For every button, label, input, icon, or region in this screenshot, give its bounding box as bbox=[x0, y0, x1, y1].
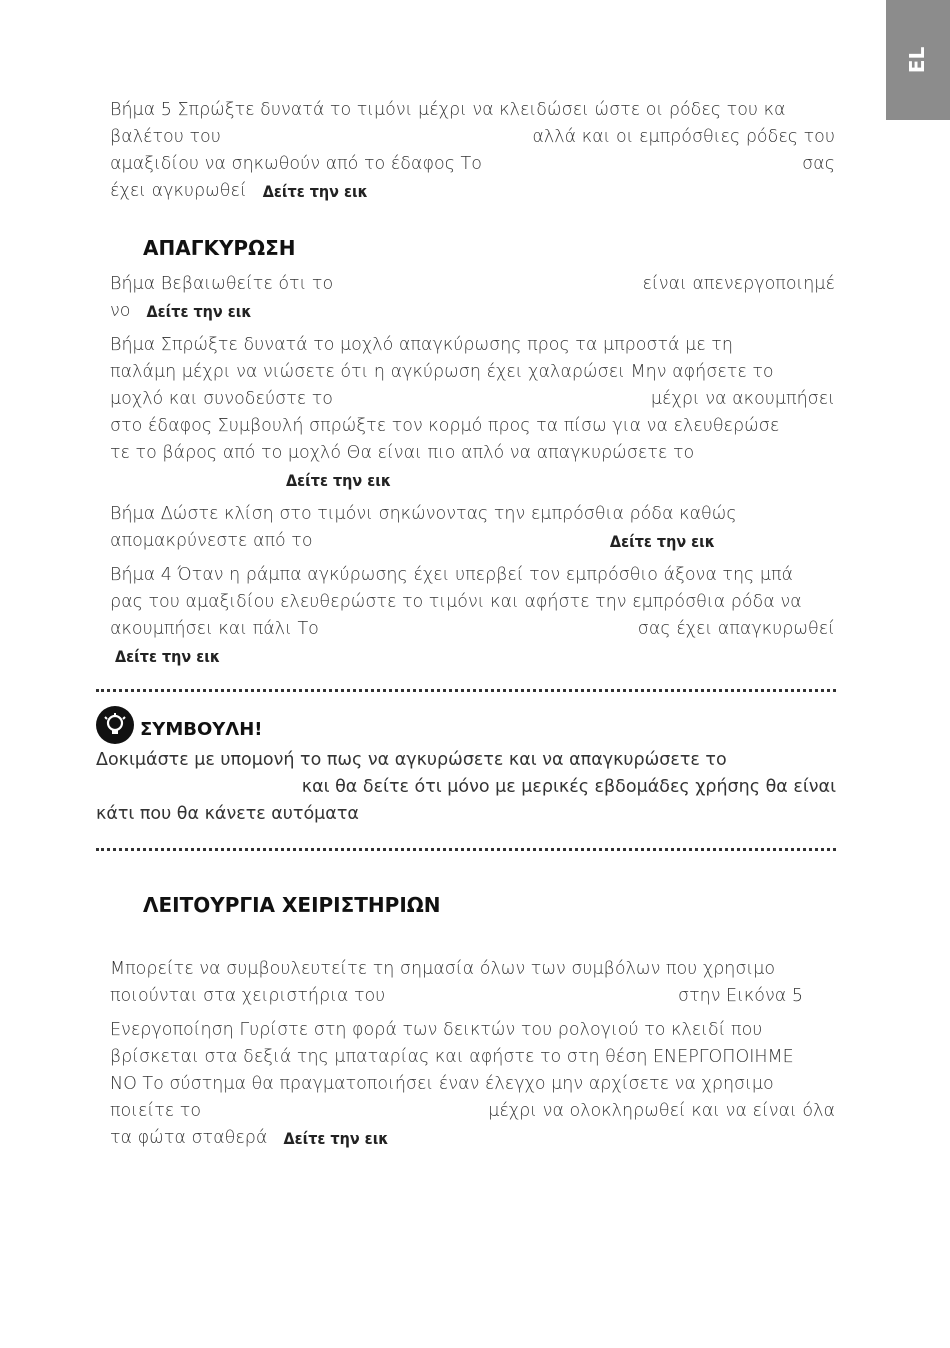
unlock-step2 bbox=[110, 332, 835, 494]
figure-reference: Δείτε την εικ bbox=[286, 471, 392, 490]
text-line: τε το βάρος από το μοχλό Θα είναι πιο απλό να απαγκυρώσετε το bbox=[110, 443, 695, 463]
controls-paragraph2 bbox=[110, 1017, 835, 1152]
text-line: Βήμα 5 Σπρώξτε δυνατά το τιμόνι μέχρι να κλειδώσει ώστε οι ρόδες του κα bbox=[110, 100, 786, 120]
text-line: στο έδαφος Συμβουλή σπρώξτε τον κορμό προς τα πίσω για να ελευθερώσε bbox=[110, 416, 780, 436]
text-line bbox=[110, 643, 835, 670]
controls-heading: ΛΕΙΤΟΥΡΓΙΑ ΧΕΙΡΙΣΤΗΡΙΩΝ bbox=[143, 893, 441, 917]
text-line: έχει αγκυρωθεί Δείτε την εικ bbox=[110, 178, 835, 205]
text-line: Βήμα Σπρώξτε δυνατά το μοχλό απαγκύρωσης προς τα μπροστά με τη bbox=[110, 335, 733, 355]
text-line: Ενεργοποίηση Γυρίστε στη φορά των δεικτών του ρολογιού το κλειδί που bbox=[110, 1020, 763, 1040]
text-line: ακουμπήσει και πάλι Το σας έχει απαγκυρωθεί bbox=[110, 619, 835, 639]
text-line: αμαξιδίου να σηκωθούν από το έδαφος Το σας bbox=[110, 154, 835, 174]
text-line: τα φώτα σταθερά Δείτε την εικ bbox=[110, 1125, 835, 1152]
unlock-step1 bbox=[110, 271, 835, 325]
unlock-step4 bbox=[110, 562, 835, 670]
text-line: κάτι που θα κάνετε αυτόματα bbox=[96, 804, 359, 824]
text-line: Βήμα Βεβαιωθείτε ότι το είναι απενεργοποιημέ bbox=[110, 274, 835, 294]
language-tab[interactable] bbox=[886, 0, 950, 120]
text-line bbox=[110, 467, 835, 494]
language-tab-label: EL bbox=[905, 46, 929, 74]
text-line: παλάμη μέχρι να νιώσετε ότι η αγκύρωση έχει χαλαρώσει Μην αφήσετε το bbox=[110, 362, 774, 382]
text-line: Δοκιμάστε με υπομονή το πως να αγκυρώσετε και να απαγκυρώσετε το bbox=[96, 750, 727, 770]
step5-paragraph bbox=[110, 97, 835, 205]
text-line: νο Δείτε την εικ bbox=[110, 298, 835, 325]
text-line: ποιούνται στα χειριστήρια του στην Εικόνα 5 bbox=[110, 986, 803, 1006]
text-line: Βήμα Δώστε κλίση στο τιμόνι σηκώνοντας την εμπρόσθια ρόδα καθώς bbox=[110, 504, 737, 524]
divider bbox=[96, 848, 836, 851]
tip-title: ΣΥΜΒΟΥΛΗ! bbox=[140, 719, 263, 740]
tip-paragraph bbox=[96, 747, 836, 828]
figure-reference: Δείτε την εικ bbox=[146, 302, 252, 321]
lightbulb-icon bbox=[96, 706, 134, 744]
figure-reference: Δείτε την εικ bbox=[283, 1129, 389, 1148]
divider bbox=[96, 689, 836, 692]
text-line: ΝΟ Το σύστημα θα πραγματοποιήσει έναν έλεγχο μην αρχίσετε να χρησιμο bbox=[110, 1074, 774, 1094]
figure-reference: Δείτε την εικ bbox=[262, 182, 368, 201]
text-line: βρίσκεται στα δεξιά της μπαταρίας και αφήστε το στη θέση ΕΝΕΡΓΟΠΟΙΗΜΕ bbox=[110, 1047, 794, 1067]
figure-reference: Δείτε την εικ bbox=[115, 647, 221, 666]
text-line: ρας του αμαξιδίου ελευθερώστε το τιμόνι και αφήστε την εμπρόσθια ρόδα να bbox=[110, 592, 802, 612]
text-line: μοχλό και συνοδεύστε το μέχρι να ακουμπήσει bbox=[110, 389, 835, 409]
text-line: απομακρύνεστε από το Δείτε την εικ bbox=[110, 528, 835, 555]
controls-paragraph1 bbox=[110, 956, 835, 1010]
text-line: Μπορείτε να συμβουλευτείτε τη σημασία όλων των συμβόλων που χρησιμο bbox=[110, 959, 776, 979]
text-line: και θα δείτε ότι μόνο με μερικές εβδομάδες χρήσης θα είναι bbox=[301, 777, 836, 797]
unlock-step3 bbox=[110, 501, 835, 555]
figure-reference: Δείτε την εικ bbox=[609, 532, 715, 551]
text-line: ποιείτε το μέχρι να ολοκληρωθεί και να είναι όλα bbox=[110, 1101, 835, 1121]
text-line: Βήμα 4 Όταν η ράμπα αγκύρωσης έχει υπερβεί τον εμπρόσθιο άξονα της μπά bbox=[110, 565, 794, 585]
unlock-heading: ΑΠΑΓΚΥΡΩΣΗ bbox=[143, 236, 296, 260]
text-line: βαλέτου του αλλά και οι εμπρόσθιες ρόδες του bbox=[110, 127, 835, 147]
